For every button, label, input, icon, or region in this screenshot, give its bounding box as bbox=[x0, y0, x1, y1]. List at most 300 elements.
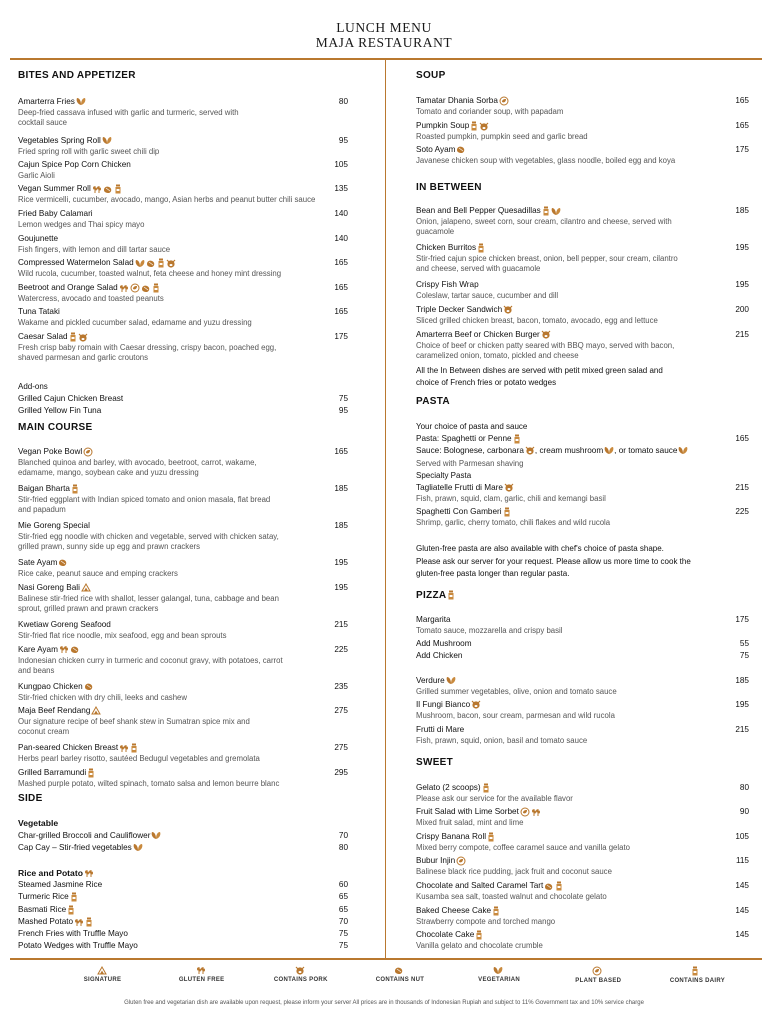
menu-item-description: Sliced grilled chicken breast, bacon, tomato, avocado, egg and lettuce bbox=[416, 315, 658, 325]
menu-item-price: 215 bbox=[735, 725, 749, 734]
menu-item-description: Deep-fried cassava infused with garlic and turmeric, served with bbox=[18, 107, 239, 117]
menu-item-description: Balinese black rice pudding, jack fruit and coconut sauce bbox=[416, 866, 612, 876]
menu-item-description: Tomato and coriander soup, with papadam bbox=[416, 106, 564, 116]
sauce-options-c: , or tomato sauce bbox=[614, 446, 678, 455]
menu-item-name: Cajun Spice Pop Corn Chicken bbox=[18, 160, 131, 169]
plant-based-icon bbox=[499, 96, 509, 106]
menu-item-price: 65 bbox=[338, 905, 348, 914]
menu-item-description: Vanilla gelato and chocolate crumble bbox=[416, 940, 543, 950]
vegetarian-icon bbox=[135, 259, 145, 268]
subsection-heading bbox=[18, 818, 348, 829]
section-heading-text: IN BETWEEN bbox=[416, 182, 482, 193]
section-heading bbox=[416, 70, 749, 82]
menu-item-description: and cheese, served with guacamole bbox=[416, 263, 541, 273]
menu-item-name: Steamed Jasmine Rice bbox=[18, 880, 103, 889]
menu-item-description: Stir-fried chicken with dry chili, leeks and cashew bbox=[18, 692, 187, 702]
pasta-options: Spaghetti or Penne bbox=[439, 434, 512, 444]
gluten-free-icon bbox=[59, 645, 69, 654]
menu-item-name: Pan-seared Chicken Breast bbox=[18, 743, 119, 753]
section-heading-text: SWEET bbox=[416, 757, 454, 768]
vegetarian-icon bbox=[102, 136, 112, 145]
menu-item-price: 195 bbox=[735, 700, 749, 709]
menu-item bbox=[18, 706, 348, 737]
menu-item bbox=[18, 558, 348, 579]
menu-item bbox=[416, 783, 749, 804]
menu-item bbox=[416, 930, 749, 951]
signature-icon bbox=[97, 966, 109, 975]
menu-item-name: Vegan Poke Bowl bbox=[18, 447, 83, 457]
menu-item-price: 140 bbox=[334, 209, 348, 218]
menu-item-name: Verdure bbox=[416, 676, 445, 685]
legend-label: CONTAINS PORK bbox=[273, 977, 328, 983]
menu-item bbox=[18, 941, 348, 952]
dairy-icon bbox=[447, 590, 455, 600]
legend-label: PLANT BASED bbox=[575, 978, 622, 984]
menu-item-description: Mixed berry compote, coffee caramel sauce and vanilla gelato bbox=[416, 842, 630, 852]
legend-item bbox=[357, 966, 442, 984]
menu-note: Gluten-free pasta are also available with chef's choice of pasta shape. bbox=[416, 544, 664, 553]
vegetarian-icon bbox=[446, 676, 456, 685]
menu-item-description: and beans bbox=[18, 665, 55, 675]
legend-item bbox=[556, 966, 641, 984]
pork-icon bbox=[295, 966, 307, 975]
menu-item-description: Tomato sauce, mozzarella and crispy basil bbox=[416, 625, 563, 635]
menu-item-name: Mie Goreng Special bbox=[18, 521, 90, 530]
menu-item-name: Kare Ayam bbox=[18, 645, 58, 654]
menu-item-price: 165 bbox=[334, 307, 348, 316]
menu-item-name: Add Chicken bbox=[416, 651, 463, 660]
menu-item-price: 135 bbox=[334, 184, 348, 193]
menu-item bbox=[18, 892, 348, 903]
menu-item-name: Sate Ayam bbox=[18, 558, 58, 567]
menu-item-price: 165 bbox=[334, 447, 348, 456]
menu-note: Please ask our server for your request. Please allow us more time to cook the bbox=[416, 557, 691, 566]
section-heading bbox=[18, 70, 348, 82]
menu-item-name: Grilled Yellow Fin Tuna bbox=[18, 406, 102, 415]
menu-item-price: 75 bbox=[338, 394, 348, 403]
plant-based-icon bbox=[592, 966, 604, 976]
menu-item bbox=[416, 483, 749, 504]
menu-item-description: Javanese chicken soup with vegetables, glass noodle, boiled egg and koya bbox=[416, 155, 676, 165]
top-divider bbox=[10, 58, 762, 60]
dairy-icon bbox=[67, 905, 75, 915]
subsection-heading bbox=[18, 868, 348, 879]
menu-item-description: cocktail sauce bbox=[18, 117, 67, 127]
menu-item-price: 225 bbox=[735, 507, 749, 516]
menu-item-price: 225 bbox=[334, 645, 348, 654]
menu-item bbox=[18, 283, 348, 304]
dairy-icon bbox=[482, 783, 490, 793]
menu-item-price: 175 bbox=[735, 145, 749, 154]
menu-item bbox=[18, 583, 348, 614]
menu-note: gluten-free pasta longer than regular pasta. bbox=[416, 569, 570, 578]
menu-item-name: Crispy Banana Roll bbox=[416, 832, 487, 842]
sauce-choice bbox=[416, 446, 749, 457]
menu-item-description: Stir-fried cajun spice chicken breast, onion, bell pepper, sour cream, cilantro bbox=[416, 253, 678, 263]
menu-item-price: 215 bbox=[334, 620, 348, 629]
legend-item bbox=[60, 966, 145, 984]
dairy-icon bbox=[542, 206, 550, 216]
menu-item-name: Potato Wedges with Truffle Mayo bbox=[18, 941, 138, 950]
menu-item-description: grilled prawn, sunny side up egg and prawn crackers bbox=[18, 541, 201, 551]
menu-item-description: Stir-fried eggplant with Indian spiced tomato and onion masala, flat bread bbox=[18, 494, 271, 504]
menu-item-price: 65 bbox=[338, 892, 348, 901]
menu-item-name: Grilled Barramundi bbox=[18, 768, 87, 778]
menu-item-price: 185 bbox=[334, 484, 348, 493]
pork-icon bbox=[503, 305, 513, 314]
menu-item-price: 275 bbox=[334, 743, 348, 752]
menu-item-name: Vegan Summer Roll bbox=[18, 184, 91, 194]
menu-item-name: Soto Ayam bbox=[416, 145, 456, 154]
menu-item bbox=[18, 136, 348, 157]
menu-item-price: 90 bbox=[739, 807, 749, 816]
menu-item bbox=[18, 307, 348, 328]
menu-item-description: Shrimp, garlic, cherry tomato, chili flakes and wild rucola bbox=[416, 517, 611, 527]
pasta-choice bbox=[416, 434, 749, 445]
menu-item-description: Roasted pumpkin, pumpkin seed and garlic bread bbox=[416, 131, 588, 141]
menu-item bbox=[416, 700, 749, 721]
menu-item bbox=[18, 620, 348, 641]
nut-icon bbox=[141, 284, 151, 293]
menu-item bbox=[416, 96, 749, 117]
dairy-icon bbox=[152, 283, 160, 293]
menu-item bbox=[18, 880, 348, 891]
menu-header bbox=[0, 20, 768, 50]
sauce-label: Sauce: bbox=[416, 446, 442, 455]
dairy-icon bbox=[70, 892, 78, 902]
menu-item-description: Indonesian chicken curry in turmeric and coconut gravy, with potatoes, carrot bbox=[18, 655, 283, 665]
gluten-free-icon bbox=[119, 744, 129, 753]
menu-item-description: Onion, jalapeno, sweet corn, sour cream, cilantro and cheese, served with bbox=[416, 216, 672, 226]
dairy-icon bbox=[487, 832, 495, 842]
gluten-free-icon bbox=[531, 808, 541, 817]
menu-item bbox=[18, 521, 348, 552]
menu-item-name: Mashed Potato bbox=[18, 917, 74, 927]
pasta-label: Pasta: bbox=[416, 434, 440, 444]
menu-item-name: Char-grilled Broccoli and Cauliflower bbox=[18, 831, 151, 840]
menu-item-price: 75 bbox=[338, 929, 348, 938]
legend-label: GLUTEN FREE bbox=[178, 977, 225, 983]
menu-item-price: 70 bbox=[338, 831, 348, 840]
pork-icon bbox=[525, 446, 535, 455]
menu-item-description: Choice of beef or chicken patty seared with BBQ mayo, served with bacon, bbox=[416, 340, 675, 350]
menu-item bbox=[416, 206, 749, 237]
menu-item-price: 295 bbox=[334, 768, 348, 777]
footer bbox=[0, 958, 768, 1024]
menu-item-description: Fish, prawn, squid, onion, basil and tomato sauce bbox=[416, 735, 588, 745]
sauce-options-b: , cream mushroom bbox=[534, 446, 604, 455]
menu-item-price: 80 bbox=[338, 843, 348, 852]
menu-item-price: 165 bbox=[334, 283, 348, 292]
menu-item-price: 75 bbox=[338, 941, 348, 950]
nut-icon bbox=[544, 882, 554, 891]
menu-item bbox=[18, 258, 348, 279]
menu-item bbox=[416, 243, 749, 274]
menu-item-description: Lemon wedges and Thai spicy mayo bbox=[18, 219, 145, 229]
menu-item bbox=[416, 856, 749, 877]
menu-item-price: 215 bbox=[735, 483, 749, 492]
menu-item-description: Strawberry compote and torched mango bbox=[416, 916, 556, 926]
menu-item-description: Mushroom, bacon, sour cream, parmesan and wild rucola bbox=[416, 710, 615, 720]
dairy-icon bbox=[114, 184, 122, 194]
menu-item bbox=[416, 507, 749, 528]
menu-item-description: Fish, prawn, squid, clam, garlic, chili and kemangi basil bbox=[416, 493, 606, 503]
gluten-free-icon bbox=[84, 869, 94, 878]
menu-item-price: 185 bbox=[735, 206, 749, 215]
menu-item-name: Amarterra Beef or Chicken Burger bbox=[416, 330, 540, 339]
menu-item-price: 60 bbox=[338, 880, 348, 889]
menu-item-description: Kusamba sea salt, toasted walnut and chocolate gelato bbox=[416, 891, 607, 901]
legend-item bbox=[258, 966, 343, 984]
menu-item bbox=[416, 615, 749, 636]
menu-item-price: 145 bbox=[735, 881, 749, 890]
dairy-icon bbox=[503, 507, 511, 517]
footer-divider bbox=[10, 958, 762, 960]
section-heading bbox=[416, 757, 749, 769]
menu-item bbox=[416, 832, 749, 853]
vegetarian-icon bbox=[76, 97, 86, 106]
menu-item-name: Caesar Salad bbox=[18, 332, 68, 342]
column-divider bbox=[385, 60, 386, 960]
vegetarian-icon bbox=[604, 446, 614, 455]
menu-item-name: Baigan Bharta bbox=[18, 484, 70, 494]
menu-item-name: Bean and Bell Pepper Quesadillas bbox=[416, 206, 541, 216]
menu-item-price: 80 bbox=[739, 783, 749, 792]
menu-item-price: 165 bbox=[334, 258, 348, 267]
section-heading-text: PASTA bbox=[416, 396, 450, 407]
menu-item bbox=[18, 645, 348, 676]
gluten-free-icon bbox=[92, 185, 102, 194]
section-heading-text: SOUP bbox=[416, 70, 446, 81]
plant-based-icon bbox=[83, 447, 93, 457]
menu-item-description: Wakame and pickled cucumber salad, edamame and yuzu dressing bbox=[18, 317, 252, 327]
vegetarian-icon bbox=[551, 207, 561, 216]
menu-item-price: 105 bbox=[735, 832, 749, 841]
dairy-icon bbox=[477, 243, 485, 253]
menu-item-price: 105 bbox=[334, 160, 348, 169]
section-heading-text: BITES AND APPETIZER bbox=[18, 70, 136, 81]
menu-item-description: caramelized onion, tomato, pickled and cheese bbox=[416, 350, 579, 360]
menu-item-name: Grilled Cajun Chicken Breast bbox=[18, 394, 124, 403]
menu-item-name: Spaghetti Con Gamberi bbox=[416, 507, 502, 517]
subsection-heading-text: Rice and Potato bbox=[18, 868, 83, 878]
menu-item bbox=[416, 145, 749, 166]
menu-item-name: Triple Decker Sandwich bbox=[416, 305, 503, 314]
menu-note: Specialty Pasta bbox=[416, 471, 472, 480]
menu-item-name: Baked Cheese Cake bbox=[416, 906, 492, 916]
plant-based-icon bbox=[520, 807, 530, 817]
menu-item-price: 165 bbox=[735, 121, 749, 130]
restaurant-name: MAJA RESTAURANT bbox=[315, 35, 453, 50]
menu-item bbox=[416, 676, 749, 697]
menu-item-description: shaved parmesan and garlic croutons bbox=[18, 352, 149, 362]
menu-item-description: coconut cream bbox=[18, 726, 70, 736]
menu-item-description: and papadum bbox=[18, 504, 66, 514]
menu-item-name: Tagliatelle Frutti di Mare bbox=[416, 483, 503, 492]
menu-item-description: guacamole bbox=[416, 226, 455, 236]
menu-item bbox=[416, 807, 749, 828]
menu-item-description: Stir-fried flat rice noodle, mix seafood, egg and bean sprouts bbox=[18, 630, 227, 640]
menu-item bbox=[416, 651, 749, 662]
nut-icon bbox=[394, 966, 406, 975]
legend-label: CONTAINS NUT bbox=[375, 977, 425, 983]
menu-item-name: Tamatar Dhania Sorba bbox=[416, 96, 498, 106]
legend-item bbox=[457, 966, 542, 984]
menu-item-name: Kungpao Chicken bbox=[18, 682, 83, 691]
menu-item-description: Rice cake, peanut sauce and emping crackers bbox=[18, 568, 178, 578]
pork-icon bbox=[504, 483, 514, 492]
section-heading bbox=[416, 182, 749, 194]
menu-item-name: Nasi Goreng Bali bbox=[18, 583, 80, 592]
menu-item-name: Bubur Injin bbox=[416, 856, 456, 866]
vegetarian-icon bbox=[678, 446, 688, 455]
menu-item-price: 195 bbox=[735, 280, 749, 289]
signature-icon bbox=[91, 706, 101, 715]
menu-item-name: Chocolate and Salted Caramel Tart bbox=[416, 881, 544, 891]
menu-item-price: 95 bbox=[338, 136, 348, 145]
legend-label: VEGETARIAN bbox=[478, 977, 521, 983]
menu-item-description: Coleslaw, tartar sauce, cucumber and dill bbox=[416, 290, 559, 300]
gluten-free-icon bbox=[119, 284, 129, 293]
menu-item-price: 175 bbox=[735, 615, 749, 624]
section-heading bbox=[416, 396, 749, 408]
menu-item-name: Vegetables Spring Roll bbox=[18, 136, 101, 145]
sauce-options-a: Bolognese, carbonara bbox=[441, 446, 524, 455]
menu-item bbox=[18, 682, 348, 703]
menu-item-description: Watercress, avocado and toasted peanuts bbox=[18, 293, 164, 303]
signature-icon bbox=[81, 583, 91, 592]
dairy-icon bbox=[87, 768, 95, 778]
menu-item bbox=[18, 209, 348, 230]
dairy-icon bbox=[470, 121, 478, 131]
section-heading-text: MAIN COURSE bbox=[18, 422, 93, 433]
dairy-icon bbox=[555, 881, 563, 891]
menu-note: All the In Between dishes are served with petit mixed green salad and bbox=[416, 366, 663, 375]
menu-item bbox=[18, 831, 348, 842]
menu-item-price: 115 bbox=[735, 856, 749, 865]
legend-item bbox=[655, 966, 740, 984]
menu-item-name: Chicken Burritos bbox=[416, 243, 477, 253]
nut-icon bbox=[58, 558, 68, 567]
vegetarian-icon bbox=[133, 843, 143, 852]
menu-item-price: 145 bbox=[735, 906, 749, 915]
dairy-icon bbox=[691, 966, 703, 976]
menu-note: Served with Parmesan shaving bbox=[416, 459, 524, 468]
menu-item-name: Maja Beef Rendang bbox=[18, 706, 91, 715]
menu-item-price: 95 bbox=[338, 406, 348, 415]
menu-item-description: Please ask our service for the available flavor bbox=[416, 793, 573, 803]
dairy-icon bbox=[69, 332, 77, 342]
pork-icon bbox=[471, 700, 481, 709]
menu-item-description: Stir-fried egg noodle with chicken and vegetable, served with chicken satay, bbox=[18, 531, 279, 541]
menu-item-price: 200 bbox=[735, 305, 749, 314]
menu-item bbox=[18, 184, 348, 205]
pork-icon bbox=[541, 330, 551, 339]
menu-item-name: Chocolate Cake bbox=[416, 930, 475, 940]
menu-item-price: 195 bbox=[334, 583, 348, 592]
dairy-icon bbox=[130, 743, 138, 753]
icon-legend bbox=[60, 966, 740, 984]
menu-item-description: Wild rucola, cucumber, toasted walnut, feta cheese and honey mint dressing bbox=[18, 268, 282, 278]
legend-label: CONTAINS DAIRY bbox=[669, 978, 726, 984]
menu-item-name: Margarita bbox=[416, 615, 451, 624]
section-heading-text: PIZZA bbox=[416, 590, 447, 601]
menu-item-price: 185 bbox=[735, 676, 749, 685]
footer-note: Gluten free and vegetarian dish are available upon request, please inform your server All prices are in thousands of Indonesian Rupiah and subject to 11% Government tax and 10% service charge bbox=[124, 1000, 644, 1006]
nut-icon bbox=[103, 185, 113, 194]
menu-item bbox=[18, 394, 348, 405]
nut-icon bbox=[70, 645, 80, 654]
menu-item-price: 185 bbox=[334, 521, 348, 530]
menu-note: Your choice of pasta and sauce bbox=[416, 422, 528, 431]
menu-item-name: Beetroot and Orange Salad bbox=[18, 283, 118, 293]
menu-item-name: Frutti di Mare bbox=[416, 725, 465, 734]
menu-item-price: 235 bbox=[334, 682, 348, 691]
nut-icon bbox=[84, 682, 94, 691]
menu-item bbox=[416, 639, 749, 650]
menu-item-price: 70 bbox=[338, 917, 348, 926]
menu-item bbox=[416, 906, 749, 927]
plant-based-icon bbox=[456, 856, 466, 866]
menu-item-price: 140 bbox=[334, 234, 348, 243]
menu-item-name: Crispy Fish Wrap bbox=[416, 280, 479, 289]
menu-item-price: 165 bbox=[735, 96, 749, 105]
menu-item-name: Basmati Rice bbox=[18, 905, 67, 915]
vegetarian-icon bbox=[151, 831, 161, 840]
menu-item bbox=[18, 743, 348, 764]
menu-item-price: 80 bbox=[338, 97, 348, 106]
menu-item-description: Fried spring roll with garlic sweet chili dip bbox=[18, 146, 160, 156]
dairy-icon bbox=[492, 906, 500, 916]
menu-item bbox=[18, 905, 348, 916]
menu-item bbox=[18, 332, 348, 363]
menu-item bbox=[18, 843, 348, 854]
legend-label: SIGNATURE bbox=[83, 977, 122, 983]
legend-item bbox=[159, 966, 244, 984]
menu-item-price: 175 bbox=[334, 332, 348, 341]
menu-item-price: 275 bbox=[334, 706, 348, 715]
plant-based-icon bbox=[130, 283, 140, 293]
section-heading-text: SIDE bbox=[18, 793, 43, 804]
menu-item-name: Gelato (2 scoops) bbox=[416, 783, 481, 793]
pork-icon bbox=[78, 333, 88, 342]
menu-item-name: Il Fungi Bianco bbox=[416, 700, 471, 709]
menu-item-description: Herbs pearl barley risotto, sautéed Bedugul vegetables and gremolata bbox=[18, 753, 260, 763]
menu-item-price: 55 bbox=[739, 639, 749, 648]
nut-icon bbox=[456, 145, 466, 154]
menu-item-description: Rice vermicelli, cucumber, avocado, mango, Asian herbs and peanut butter chili sauce bbox=[18, 194, 316, 204]
pork-icon bbox=[479, 122, 489, 131]
menu-item bbox=[416, 305, 749, 326]
menu-item bbox=[18, 97, 348, 128]
dairy-icon bbox=[475, 930, 483, 940]
dairy-icon bbox=[85, 917, 93, 927]
menu-item-name: Cap Cay – Stir-fried vegetables bbox=[18, 843, 132, 852]
menu-item bbox=[18, 768, 348, 789]
menu-item-description: Garlic Aioli bbox=[18, 170, 55, 180]
section-heading bbox=[18, 793, 348, 805]
dairy-icon bbox=[157, 258, 165, 268]
menu-item-name: Compressed Watermelon Salad bbox=[18, 258, 134, 268]
menu-item-description: Mixed fruit salad, mint and lime bbox=[416, 817, 524, 827]
pasta-price: 165 bbox=[735, 434, 749, 443]
menu-item-description: Balinese stir-fried rice with shallot, lesser galangal, tuna, cabbage and bean bbox=[18, 593, 279, 603]
nut-icon bbox=[146, 259, 156, 268]
menu-item bbox=[18, 406, 348, 417]
pork-icon bbox=[166, 259, 176, 268]
menu-item bbox=[416, 121, 749, 142]
section-heading bbox=[416, 590, 749, 602]
